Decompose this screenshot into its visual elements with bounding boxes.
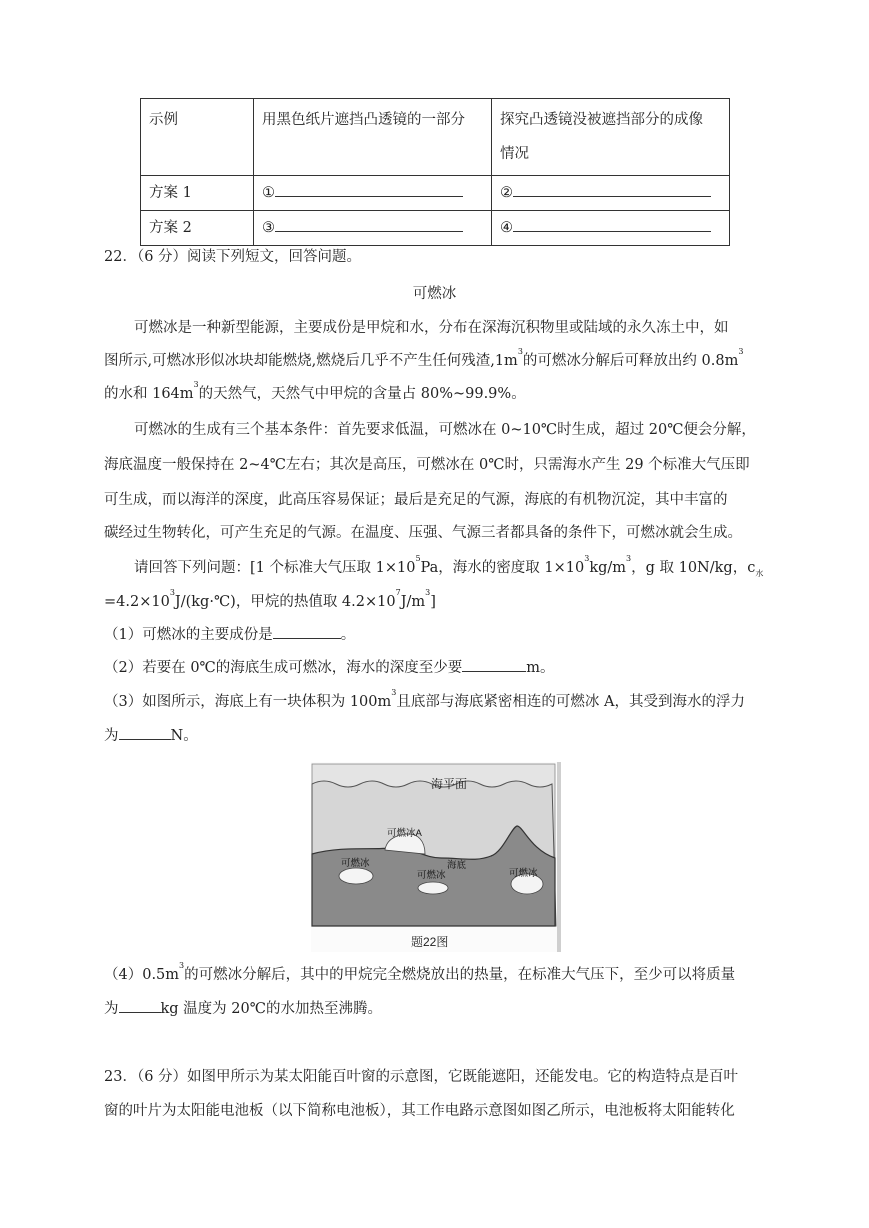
answer-blank-1[interactable] [254,176,492,211]
blank-marker: ④ [500,220,513,236]
question-3-line1: （3）如图所示，海底上有一块体积为 $100m^3$且底部与海底紧密相连的可燃冰 A，其受到海水的浮力 [104,688,745,710]
table-row [141,211,730,246]
answer-blank[interactable] [273,624,341,639]
ice-a-label: 可燃冰A [387,828,422,839]
q23-line1: 23．（6 分）如图甲所示为某太阳能百叶窗的示意图，它既能遮阳，还能发电。它的构造特点是百叶 [104,1069,739,1085]
question-1: （1）可燃冰的主要成份是 。 [104,623,355,644]
row-label: 方案 2 [141,211,254,246]
para1-line3: 的水和 $164m^3$的天然气，天然气中甲烷的含量占 80%~99.9%。 [104,380,526,402]
table-cell-purpose [492,99,730,176]
question-4-line1: $(4)0.5m^3$的可燃冰分解后，其中的甲烷完全燃烧放出的热量，在标准大气压下，至少可以将质量 [104,961,736,983]
seabed-diagram [311,762,561,952]
q23-line2: 窗的叶片为太阳能电池板（以下简称电池板），其工作电路示意图如图乙所示，电池板将太阳能转化 [104,1103,735,1119]
para2-line3: 可生成，而以海洋的深度，此高压容易保证；最后是充足的气源，海底的有机物沉淀，其中丰富的 [104,492,728,508]
answer-blank-2[interactable] [492,176,730,211]
table-cell-method: 用黑色纸片遮挡凸透镜的一部分 [254,99,492,176]
answer-blank[interactable] [119,998,161,1013]
answer-blank[interactable] [462,657,526,672]
answer-blank-3[interactable] [254,211,492,246]
experiment-table [140,98,730,246]
question-2: （2）若要在 0℃的海底生成可燃冰，海水的深度至少要 m。 [104,656,555,677]
para2-line2: 海底温度一般保持在 2~4℃左右；其次是高压，可燃冰在 0℃时，只需海水产生 29 个标准大气压即 [104,457,750,473]
purpose-line-1: 探究凸透镜没被遮挡部分的成像 [500,112,703,128]
para1-line2: 图所示,可燃冰形似冰块却能燃烧,燃烧后几乎不产生任何残渣$,1m^3$的可燃冰分解后可释放出约 $0.8m^3$ [104,347,744,369]
passage-title: 可燃冰 [412,286,457,302]
seabed-label: 海底 [447,860,467,871]
answer-blank[interactable] [119,725,171,740]
row-label: 方案 1 [141,176,254,211]
para1-line1: 可燃冰是一种新型能源，主要成份是甲烷和水，分布在深海沉积物里或陆域的永久冻土中，如 [134,320,729,336]
para2-line4: 碳经过生物转化，可产生充足的气源。在温度、压强、气源三者都具备的条件下，可燃冰就会生成。 [104,525,742,541]
ice-right-label: 可燃冰 [509,868,538,879]
q22-heading: 22．（6 分）阅读下列短文，回答问题。 [104,249,362,265]
question-3-line2: 为 N。 [104,724,198,745]
ice-mid-label: 可燃冰 [417,870,446,881]
given-data-line2: $=4.2\times 10^3J/(kg\cdot℃)$，甲烷的热值取 $4.2\times 10^7J/m^3$] [104,588,436,610]
sea-level-label: 海平面 [431,777,468,791]
blank-marker: ③ [262,220,275,236]
para2-line1: 可燃冰的生成有三个基本条件：首先要求低温，可燃冰在 0~10℃时生成，超过 20℃便会分解， [134,422,756,438]
ice-left-label: 可燃冰 [341,858,370,869]
given-data-line1: 请回答下列问题：[1 个标准大气压取 $1\times 10^5Pa$，海水的密度取 $1\times 10^3kg/m^3$，g 取 10N/kg，$c_水$ [134,554,764,578]
table-header-row [141,99,730,176]
purpose-line-2: 情况 [500,146,529,162]
answer-blank-4[interactable] [492,211,730,246]
blank-marker: ② [500,185,513,201]
blank-marker: ① [262,185,275,201]
question-4-line2: 为 kg 温度为 20℃的水加热至沸腾。 [104,997,382,1018]
table-cell-example: 示例 [141,99,254,176]
figure-caption: 题22图 [411,935,449,949]
table-row [141,176,730,211]
seabed-figure [311,762,561,952]
